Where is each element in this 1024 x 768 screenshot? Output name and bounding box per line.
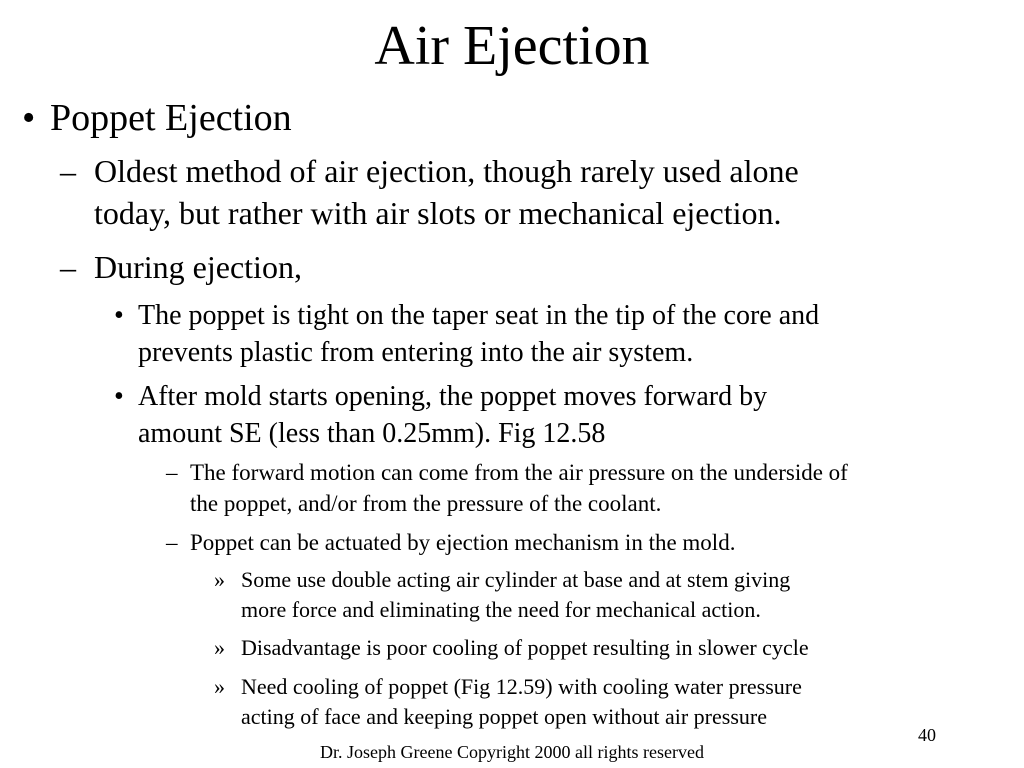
text-line: the poppet, and/or from the pressure of the coolant. — [190, 491, 662, 516]
bullet-marker: • — [114, 300, 124, 331]
text-line: Some use double acting air cylinder at base and at stem giving — [241, 567, 791, 592]
text-line: more force and eliminating the need for mechanical action. — [241, 597, 761, 622]
text-line: The poppet is tight on the taper seat in the tip of the core and — [138, 300, 820, 331]
text-line: After mold starts opening, the poppet moves forward by — [138, 381, 768, 412]
text-line: prevents plastic from entering into the air system. — [138, 337, 694, 368]
text-line: Need cooling of poppet (Fig 12.59) with cooling water pressure — [241, 674, 802, 699]
heading-poppet-ejection: Poppet Ejection — [50, 97, 292, 139]
text-line: today, but rather with air slots or mechanical ejection. — [94, 195, 782, 231]
text-double-acting — [241, 565, 790, 625]
text-line: Oldest method of air ejection, though rarely used alone — [94, 153, 799, 189]
text-after-mold-opening — [138, 378, 767, 452]
text-line: acting of face and keeping poppet open without air pressure — [241, 704, 767, 729]
text-disadvantage: Disadvantage is poor cooling of poppet resulting in slower cycle — [241, 635, 809, 660]
raquo-marker: » — [214, 674, 225, 699]
dash-marker: – — [166, 460, 178, 485]
text-need-cooling — [241, 672, 802, 732]
slide-number: 40 — [918, 725, 936, 745]
dash-marker: – — [60, 249, 76, 285]
bullet-marker: • — [22, 97, 36, 139]
raquo-marker: » — [214, 635, 225, 660]
raquo-marker: » — [214, 567, 225, 592]
text-oldest-method — [94, 150, 799, 234]
text-line: amount SE (less than 0.25mm). Fig 12.58 — [138, 418, 606, 449]
text-line: The forward motion can come from the air pressure on the underside of — [190, 460, 848, 485]
dash-marker: – — [60, 153, 76, 189]
slide-title: Air Ejection — [374, 15, 650, 77]
text-poppet-actuated: Poppet can be actuated by ejection mechanism in the mold. — [190, 530, 736, 555]
dash-marker: – — [166, 530, 178, 555]
text-during-ejection: During ejection, — [94, 249, 302, 285]
footer-copyright: Dr. Joseph Greene Copyright 2000 all rights reserved — [320, 742, 704, 762]
text-poppet-tight — [138, 297, 819, 371]
bullet-marker: • — [114, 381, 124, 412]
text-forward-motion — [190, 457, 848, 519]
